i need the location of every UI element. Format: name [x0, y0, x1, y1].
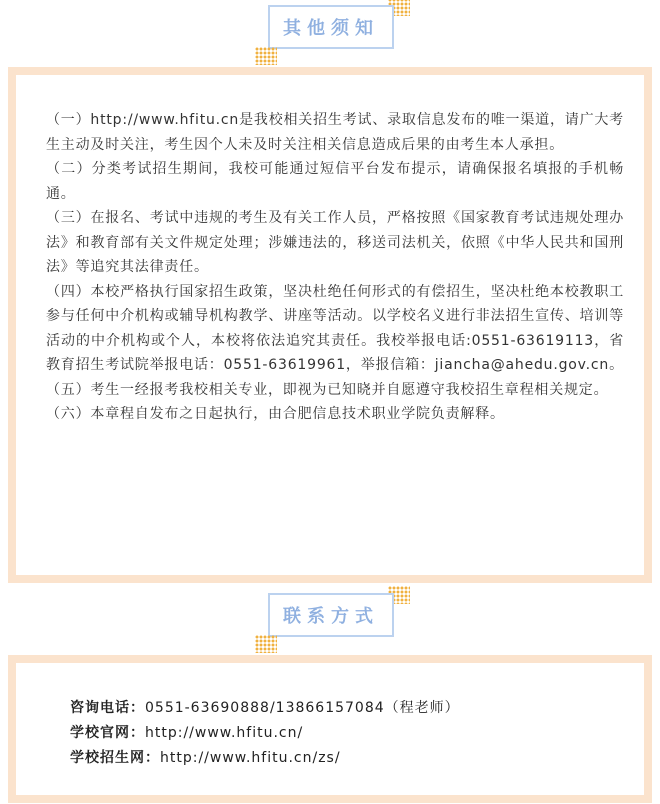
decorative-dots [255, 47, 277, 65]
contact-panel [8, 655, 652, 803]
notice-paragraph-1: （一）http://www.hfitu.cn是我校相关招生考试、录取信息发布的唯一渠道，请广大考生主动及时关注，考生因个人未及时关注相关信息造成后果的由考生本人承担。 [46, 112, 624, 153]
contact-website-label: 学校官网： [70, 725, 145, 741]
notice-paragraph-5: （五）考生一经报考我校相关专业，即视为已知晓并自愿遵守我校招生章程相关规定。 [46, 381, 609, 398]
contact-phone-value: 0551-63690888/13866157084（程老师） [145, 700, 460, 716]
notice-paragraph-2: （二）分类考试招生期间，我校可能通过短信平台发布提示，请确保报名填报的手机畅通。 [46, 161, 624, 202]
contact-phone-row [70, 696, 624, 721]
school-website-link[interactable]: http://www.hfitu.cn/ [145, 725, 304, 741]
notice-paragraph-4: （四）本校严格执行国家招生政策，坚决杜绝任何形式的有偿招生，坚决杜绝本校教职工参与任何中介机构或辅导机构教学、讲座等活动。以学校名义进行非法招生宣传、培训等活动的中介机构或个人，本校将依法追究其责任。我校举报电话:0551-63619113，省教育招生考试院举报电话：0551-63619961，举报信箱：jiancha@ahedu.gov.cn。 [46, 283, 624, 373]
notice-paragraph-3: （三）在报名、考试中违规的考生及有关工作人员，严格按照《国家教育考试违规处理办法》和教育部有关文件规定处理；涉嫌违法的，移送司法机关，依照《中华人民共和国刑法》等追究其法律责任。 [46, 210, 624, 275]
contact-website-row [70, 721, 624, 746]
other-notes-panel [8, 67, 652, 583]
contact-admission-label: 学校招生网： [70, 750, 160, 766]
notice-paragraph-6: （六）本章程自发布之日起执行，由合肥信息技术职业学院负责解释。 [46, 406, 505, 422]
section-title-contact: 联系方式 [268, 593, 394, 637]
section-title-other-notes: 其他须知 [268, 5, 394, 49]
contact-admission-row [70, 746, 624, 771]
admission-website-link[interactable]: http://www.hfitu.cn/zs/ [160, 750, 341, 766]
contact-phone-label: 咨询电话： [70, 700, 145, 716]
decorative-dots [255, 635, 277, 653]
